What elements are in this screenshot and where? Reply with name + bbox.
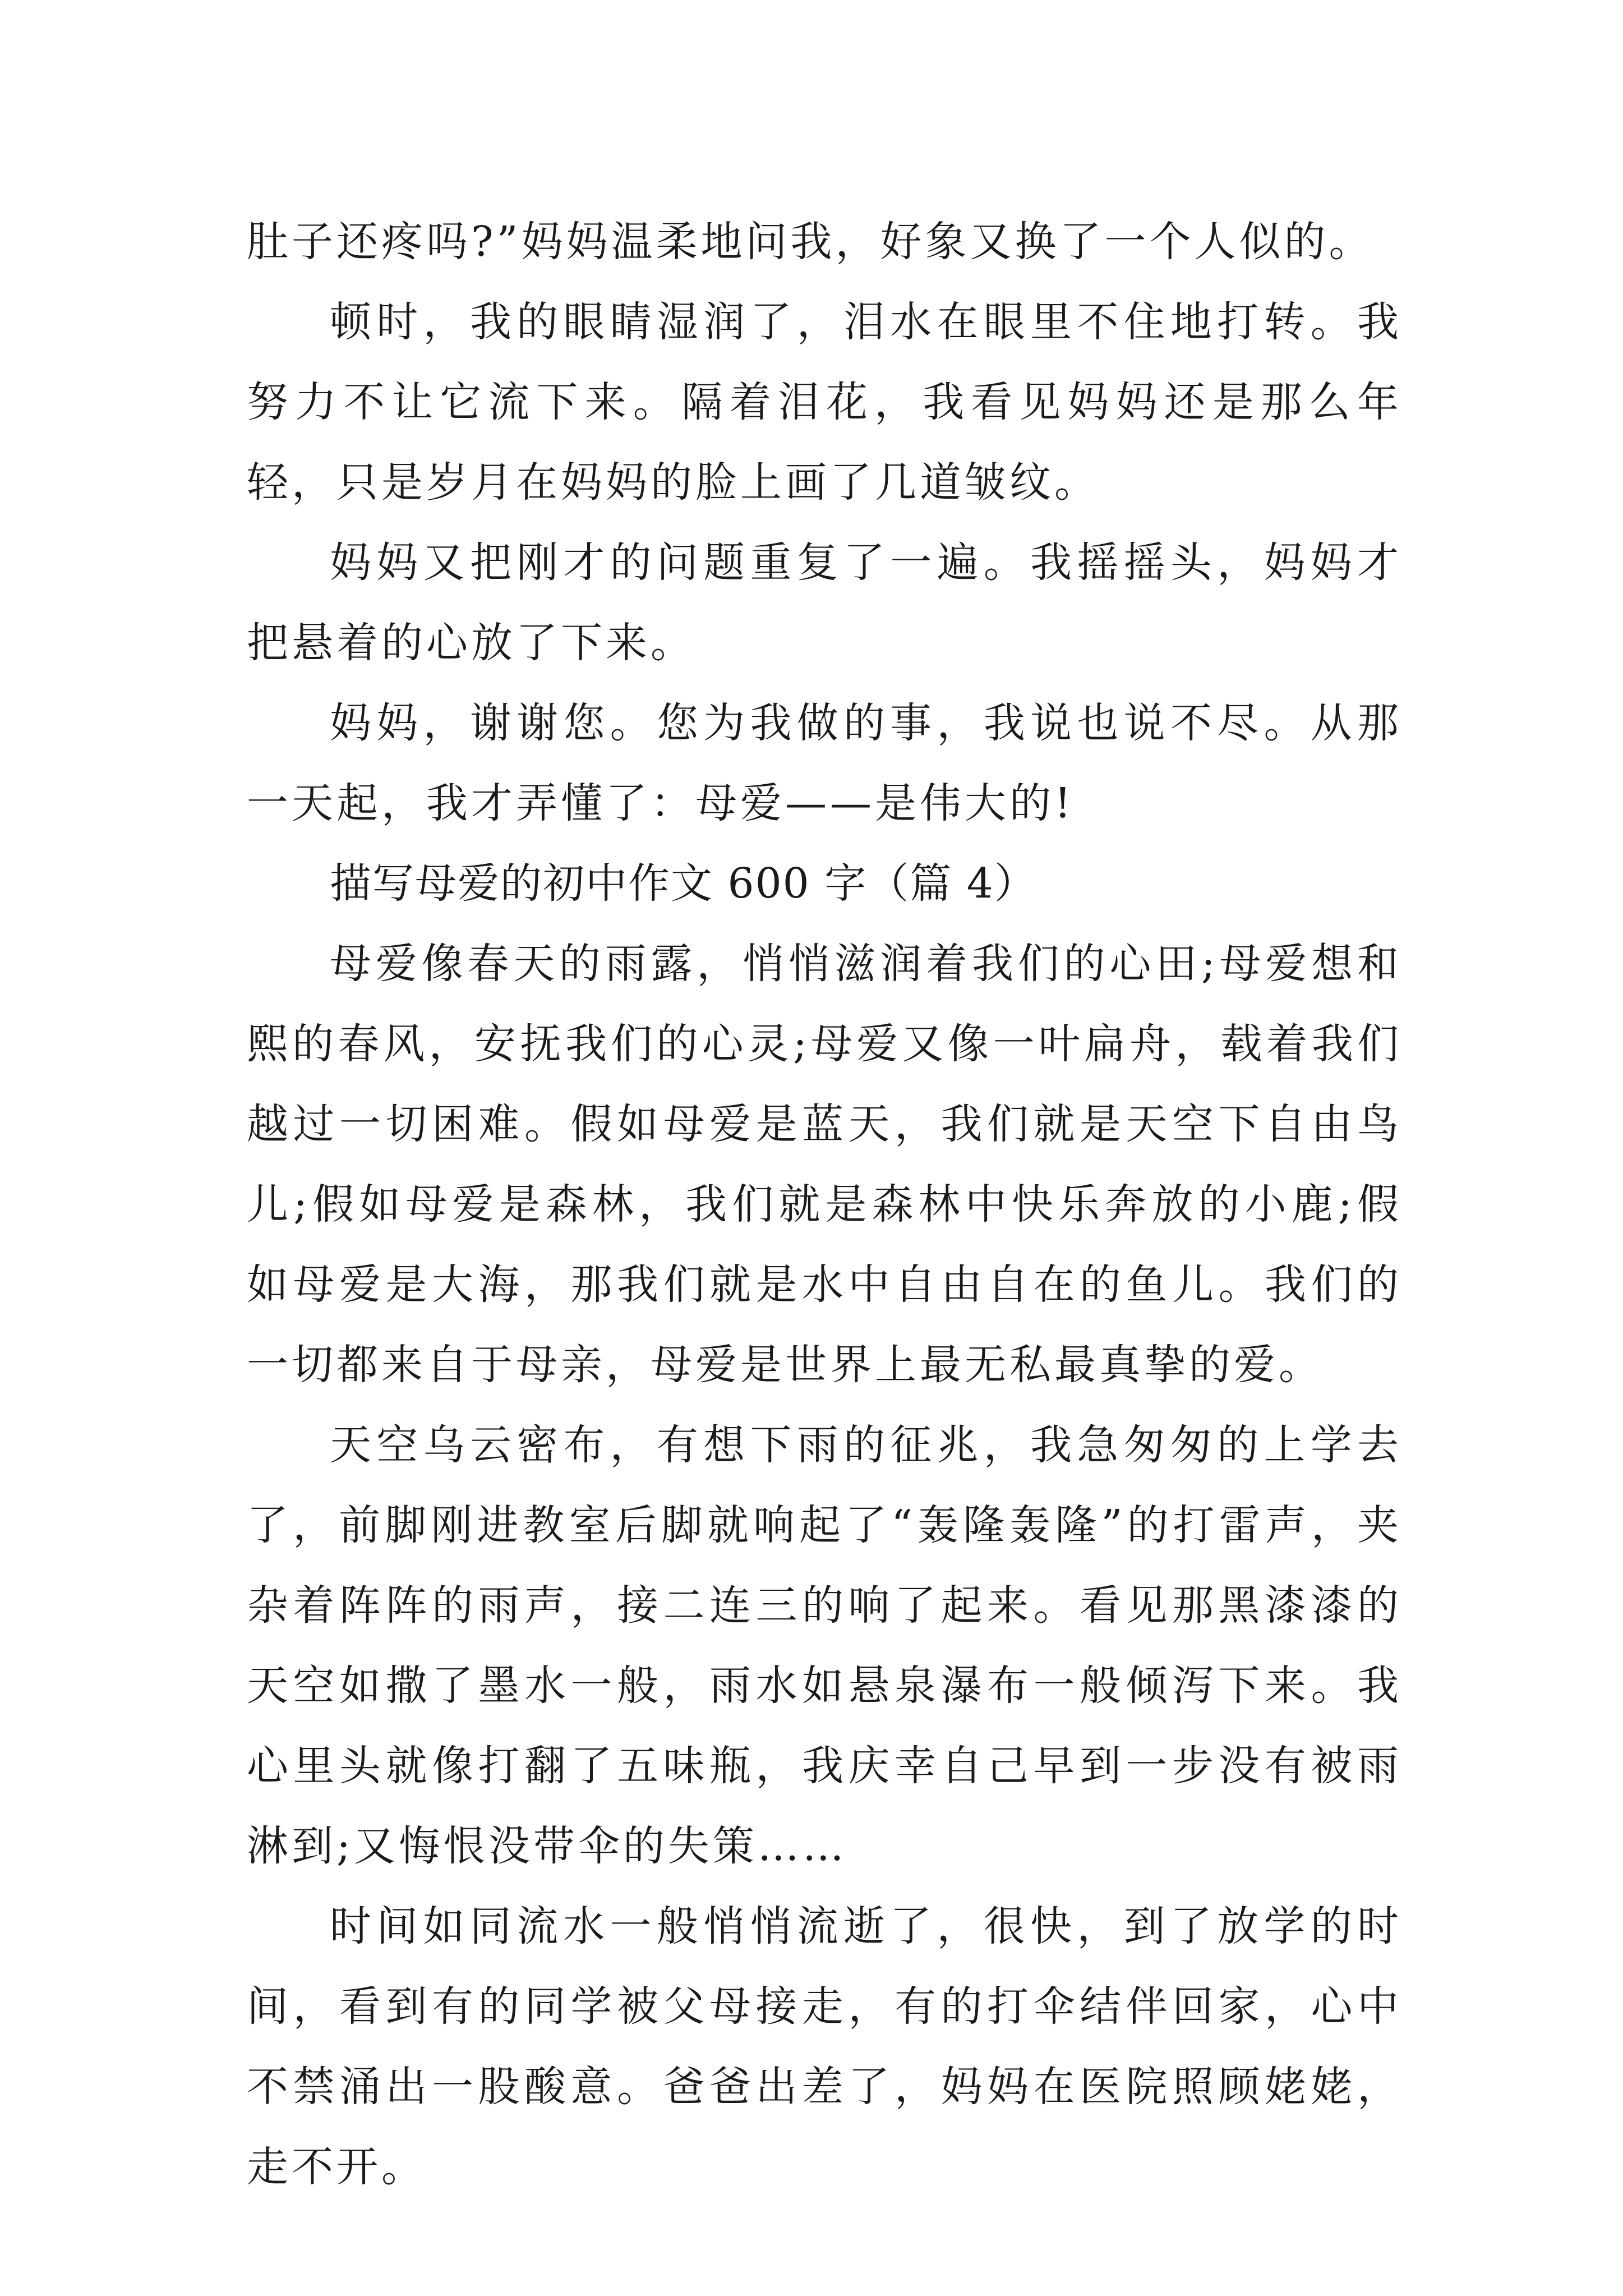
section-paragraph-3: 时间如同流水一般悄悄流逝了，很快，到了放学的时间，看到有的同学被父母接走，有的打伞结伴回家，心中不禁涌出一股酸意。爸爸出差了，妈妈在医院照顾姥姥，走不开。 (247, 1902, 1402, 2191)
section-title: 描写母爱的初中作文 600 字（篇 4） (330, 859, 1037, 908)
document-body (247, 202, 1402, 2207)
paragraph-2: 顿时，我的眼睛湿润了，泪水在眼里不住地打转。我努力不让它流下来。隔着泪花，我看见妈妈还是那么年轻，只是岁月在妈妈的脸上画了几道皱纹。 (247, 298, 1402, 507)
section-paragraph-2: 天空乌云密布，有想下雨的征兆，我急匆匆的上学去了，前脚刚进教室后脚就响起了“轰隆轰隆”的打雷声，夹杂着阵阵的雨声，接二连三的响了起来。看见那黑漆漆的天空如撒了墨水一般，雨水如悬泉瀑布一般倾泻下来。我心里头就像打翻了五味瓶，我庆幸自己早到一步没有被雨淋到;又悔恨没带伞的失策…… (247, 1421, 1402, 1870)
paragraph-3: 妈妈又把刚才的问题重复了一遍。我摇摇头，妈妈才把悬着的心放了下来。 (247, 539, 1402, 667)
paragraph-4: 妈妈，谢谢您。您为我做的事，我说也说不尽。从那一天起，我才弄懂了：母爱——是伟大的! (247, 699, 1402, 827)
paragraph-1: 肚子还疼吗?”妈妈温柔地问我，好象又换了一个人似的。 (247, 218, 1374, 266)
section-paragraph-1: 母爱像春天的雨露，悄悄滋润着我们的心田;母爱想和熙的春风，安抚我们的心灵;母爱又像一叶扁舟，载着我们越过一切困难。假如母爱是蓝天，我们就是天空下自由鸟儿;假如母爱是森林，我们就是森林中快乐奔放的小鹿;假如母爱是大海，那我们就是水中自由自在的鱼儿。我们的一切都来自于母亲，母爱是世界上最无私最真挚的爱。 (247, 940, 1402, 1389)
